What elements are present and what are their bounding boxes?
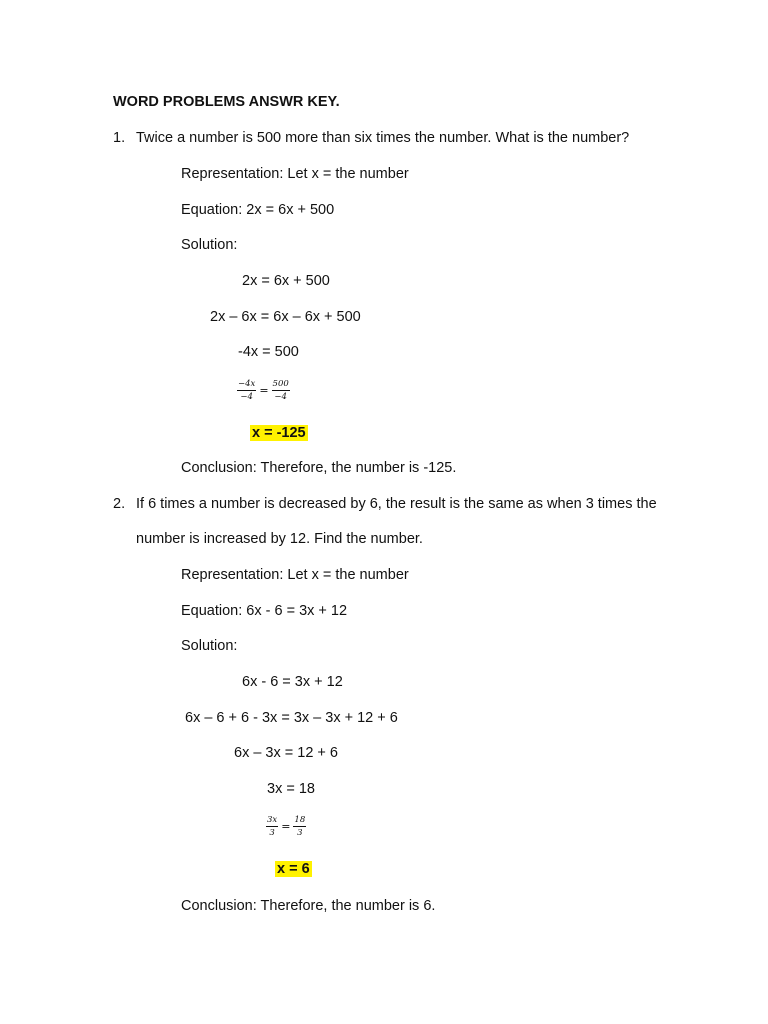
problem-1-representation: Representation: Let x = the number bbox=[181, 166, 409, 182]
problem-2-fraction-right bbox=[293, 815, 306, 838]
problem-1-answer-highlight: x = -125 bbox=[252, 425, 306, 441]
problem-2-equation: Equation: 6x - 6 = 3x + 12 bbox=[181, 603, 348, 619]
problem-2-step-3: 6x – 3x = 12 + 6 bbox=[234, 745, 338, 761]
problem-1-fraction-left bbox=[237, 379, 256, 402]
problem-1-step-1: 2x = 6x + 500 bbox=[242, 273, 330, 289]
problem-2-question-line-2: number is increased by 12. Find the number. bbox=[136, 531, 423, 547]
problem-2-fraction-equals: = bbox=[281, 820, 291, 833]
problem-2-number: 2. bbox=[113, 496, 126, 512]
problem-1-solution-label: Solution: bbox=[181, 237, 238, 253]
problem-1-step-2: 2x – 6x = 6x – 6x + 500 bbox=[210, 309, 361, 325]
problem-2-answer-highlight: x = 6 bbox=[277, 861, 310, 877]
problem-1-number: 1. bbox=[113, 130, 126, 146]
problem-2-fraction-right-numerator: 18 bbox=[294, 815, 306, 825]
problem-2-step-2: 6x – 6 + 6 - 3x = 3x – 3x + 12 + 6 bbox=[185, 710, 398, 726]
problem-2-question-line-1: If 6 times a number is decreased by 6, the result is the same as when 3 times the bbox=[136, 496, 657, 512]
problem-2-fraction-step bbox=[266, 815, 306, 838]
problem-2-fraction-right-denominator: 3 bbox=[297, 828, 303, 838]
problem-1-step-3: -4x = 500 bbox=[238, 344, 299, 360]
problem-2-solution-label: Solution: bbox=[181, 638, 238, 654]
problem-2-answer bbox=[275, 860, 312, 878]
problem-2-fraction-left-numerator: 3𝑥 bbox=[267, 815, 278, 825]
problem-1-fraction-right-denominator: −4 bbox=[274, 392, 287, 402]
problem-1-fraction-step bbox=[237, 379, 290, 402]
problem-1-answer bbox=[250, 424, 308, 442]
problem-2-fraction-left-denominator: 3 bbox=[269, 828, 275, 838]
problem-2-conclusion: Conclusion: Therefore, the number is 6. bbox=[181, 898, 436, 914]
problem-1-fraction-left-numerator: −4𝑥 bbox=[238, 379, 256, 389]
problem-1-conclusion: Conclusion: Therefore, the number is -125. bbox=[181, 460, 457, 476]
problem-2-fraction-left bbox=[266, 815, 278, 838]
document-title: WORD PROBLEMS ANSWR KEY. bbox=[113, 94, 340, 110]
problem-1-question: Twice a number is 500 more than six times the number. What is the number? bbox=[136, 130, 630, 146]
problem-1-fraction-right bbox=[272, 379, 290, 402]
problem-2-step-4: 3x = 18 bbox=[267, 781, 315, 797]
problem-2-step-1: 6x - 6 = 3x + 12 bbox=[242, 674, 343, 690]
problem-1-fraction-equals: = bbox=[259, 384, 269, 397]
problem-1-equation: Equation: 2x = 6x + 500 bbox=[181, 202, 335, 218]
problem-2-representation: Representation: Let x = the number bbox=[181, 567, 409, 583]
problem-1-fraction-left-denominator: −4 bbox=[240, 392, 253, 402]
problem-1-fraction-right-numerator: 500 bbox=[272, 379, 289, 389]
